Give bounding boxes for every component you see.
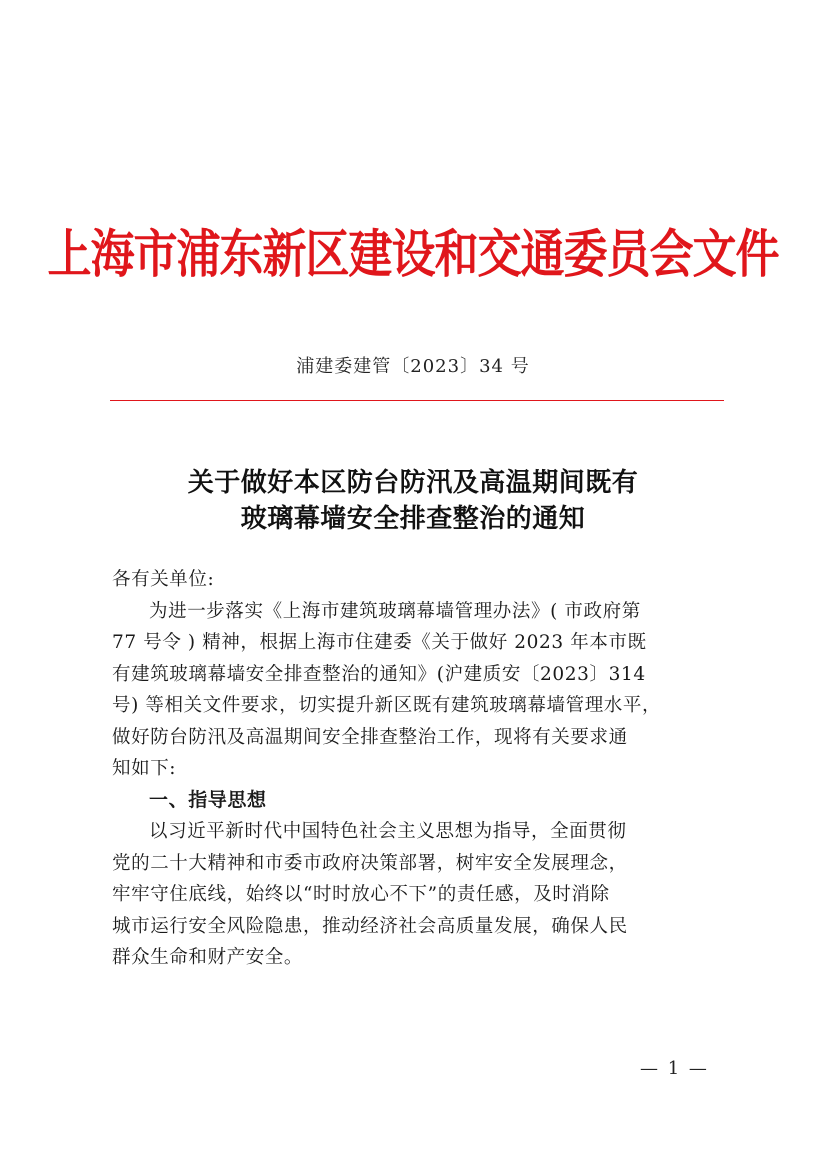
notice-title bbox=[0, 465, 826, 537]
body-line: 以习近平新时代中国特色社会主义思想为指导，全面贯彻 bbox=[149, 821, 627, 842]
section-heading: 一、指导思想 bbox=[149, 788, 267, 811]
issuing-authority-title: 上海市浦东新区建设和交通委员会文件 bbox=[47, 224, 779, 286]
notice-title-line: 关于做好本区防台防汛及高温期间既有 bbox=[187, 468, 639, 498]
body-line: 城市运行安全风险隐患，推动经济社会高质量发展，确保人民 bbox=[112, 915, 628, 937]
body-line: 群众生命和财产安全。 bbox=[112, 947, 304, 968]
body-line: 77 号令 ) 精神，根据上海市住建委《关于做好 2023 年本市既 bbox=[112, 632, 647, 653]
document-number: 浦建委建管〔2023〕34 号 bbox=[296, 356, 530, 377]
salutation: 各有关单位: bbox=[112, 569, 215, 590]
body-line: 牢牢守住底线，始终以“时时放心不下”的责任感，及时消除 bbox=[112, 884, 610, 905]
body-line: 号) 等相关文件要求，切实提升新区既有建筑玻璃幕墙管理水平， bbox=[112, 695, 662, 716]
red-separator-line bbox=[110, 400, 724, 401]
body-line: 为进一步落实《上海市建筑玻璃幕墙管理办法》( 市政府第 bbox=[149, 600, 641, 622]
document-body bbox=[112, 564, 718, 974]
notice-title-line: 玻璃幕墙安全排查整治的通知 bbox=[240, 504, 586, 534]
body-line: 党的二十大精神和市委市政府决策部署，树牢安全发展理念， bbox=[112, 852, 628, 874]
body-line: 知如下: bbox=[112, 758, 177, 779]
body-line: 有建筑玻璃幕墙安全排查整治的通知》(沪建质安〔2023〕314 bbox=[112, 663, 646, 685]
page-number: — 1 — bbox=[640, 1058, 709, 1079]
body-line: 做好防台防汛及高温期间安全排查整治工作，现将有关要求通 bbox=[112, 726, 628, 748]
